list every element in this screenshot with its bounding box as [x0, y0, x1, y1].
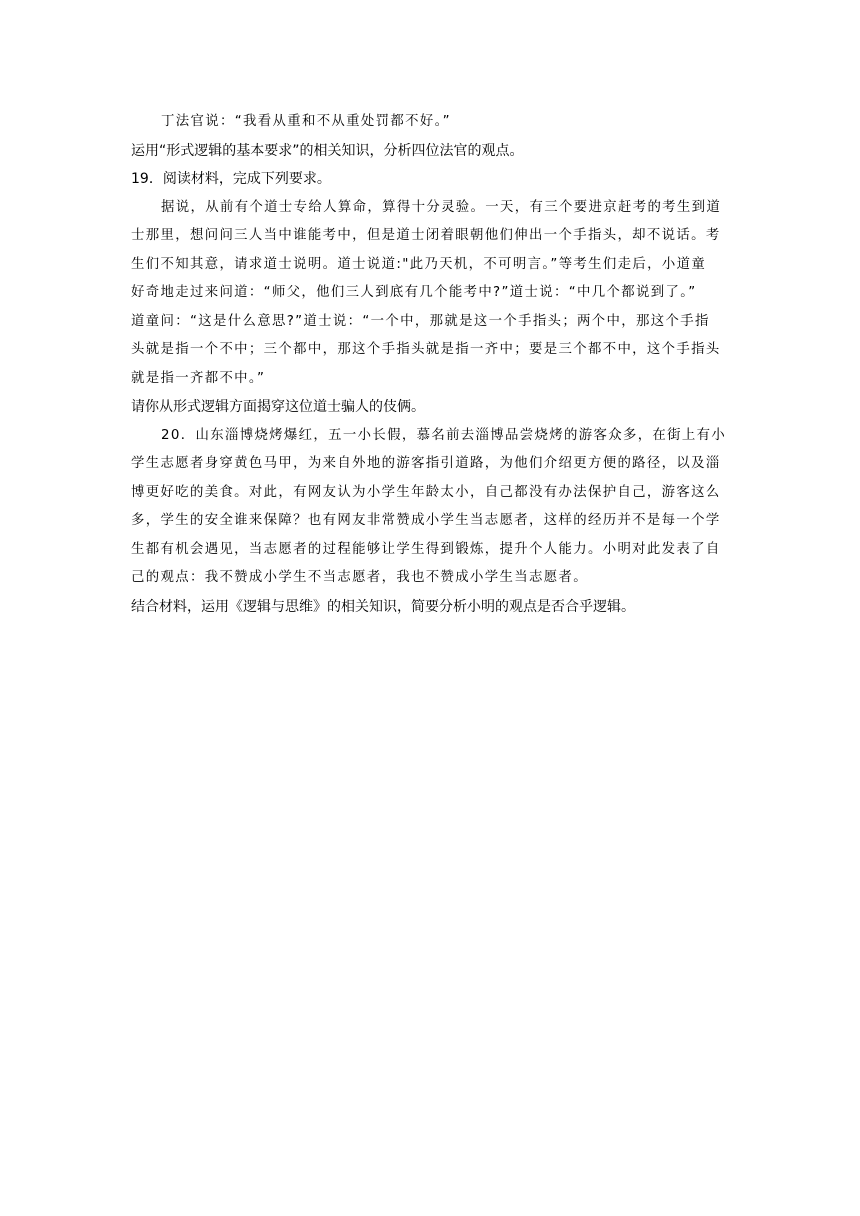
q20-instruction: 结合材料，运用《逻辑与思维》的相关知识，简要分析小明的观点是否合乎逻辑。 — [131, 598, 635, 615]
q19-header: 19．阅读材料，完成下列要求。 — [131, 171, 331, 187]
q18-ding-statement: 丁法官说：“我看从重和不从重处罚都不好。” — [161, 114, 451, 129]
document-content — [131, 108, 731, 621]
q19-passage-line: 就是指一齐都不中。” — [131, 370, 266, 386]
q20-passage — [131, 422, 731, 593]
q20-passage-line: 生都有机会遇见，当志愿者的过程能够让学生得到锻炼，提升个人能力。小明对此发表了自 — [131, 541, 721, 557]
q20-passage-line: 20．山东淄博烧烤爆红，五一小长假，慕名前去淄博品尝烧烤的游客众多，在街上有小 — [161, 427, 727, 443]
q20-passage-line: 学生志愿者身穿黄色马甲，为来自外地的游客指引道路，为他们介绍更方便的路径，以及淄 — [131, 456, 721, 471]
q19-passage — [131, 194, 731, 394]
q20-passage-line: 己的观点：我不赞成小学生不当志愿者，我也不赞成小学生当志愿者。 — [131, 570, 588, 585]
q19-passage-line: 头就是指一个不中；三个都中，那这个手指头就是指一齐中；要是三个都不中，这个手指头 — [131, 342, 721, 357]
q19-passage-line: 好奇地走过来问道：“师父，他们三人到底有几个能考中?”道士说：“中几个都说到了。” — [131, 285, 697, 300]
q19-instruction: 请你从形式逻辑方面揭穿这位道士骗人的伎俩。 — [131, 399, 425, 415]
q20-passage-line: 博更好吃的美食。对此，有网友认为小学生年龄太小，自己都没有办法保护自己，游客这么 — [131, 484, 721, 500]
q19-passage-line: 生们不知其意，请求道士说明。道士说道:"此乃天机，不可明言。”等考生们走后，小道童 — [131, 256, 707, 272]
q19-passage-line: 道童问：“这是什么意思?”道士说：“一个中，那就是这一个手指头；两个中，那这个手指 — [131, 313, 710, 329]
q18-instruction: 运用“形式逻辑的基本要求”的相关知识，分析四位法官的观点。 — [131, 142, 524, 159]
q19-passage-line: 士那里，想问问三人当中谁能考中，但是道士闭着眼朝他们伸出一个手指头，却不说话。考 — [131, 228, 721, 243]
q20-passage-line: 多，学生的安全谁来保障？也有网友非常赞成小学生当志愿者，这样的经历并不是每一个学 — [131, 513, 721, 528]
q19-passage-line: 据说，从前有个道士专给人算命，算得十分灵验。一天，有三个要进京赶考的考生到道 — [161, 199, 722, 215]
